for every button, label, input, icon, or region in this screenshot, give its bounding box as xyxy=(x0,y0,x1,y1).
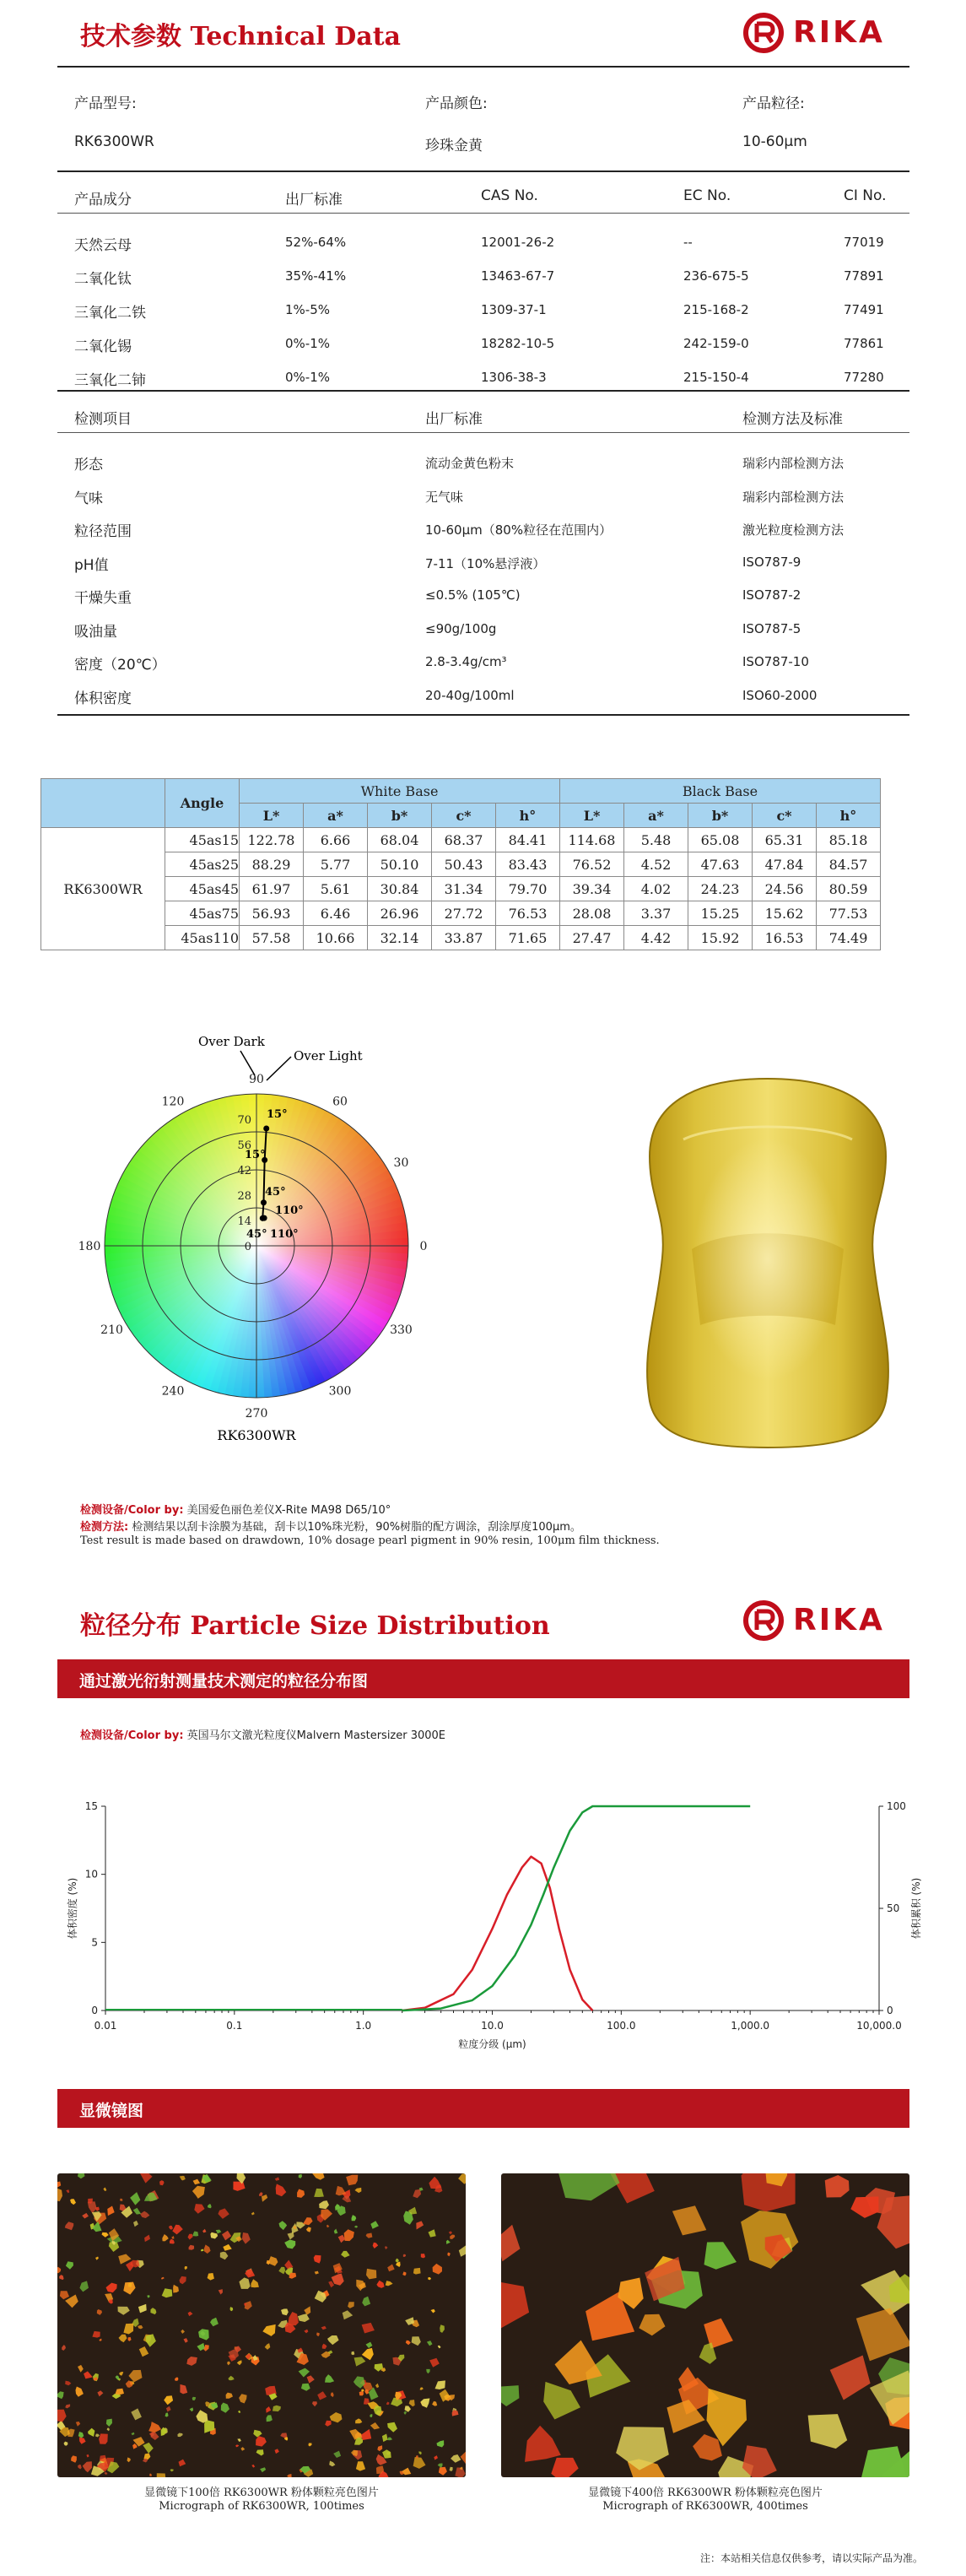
composition-cell: 77491 xyxy=(844,302,884,317)
y-tick-label: 15 xyxy=(84,1800,98,1812)
color-table-col-header: a* xyxy=(624,804,688,828)
composition-cell: 236-675-5 xyxy=(683,268,749,284)
composition-cell: 77019 xyxy=(844,235,884,250)
micro-bar-text: 显微镜图 xyxy=(79,2102,144,2120)
size-value: 10-60μm xyxy=(742,133,807,150)
divider xyxy=(57,170,909,172)
y2-tick-label: 0 xyxy=(887,2005,893,2016)
composition-cell: -- xyxy=(683,235,693,250)
value-cell: 5.77 xyxy=(304,852,368,877)
wheel-angle-label: 210 xyxy=(100,1323,123,1337)
value-cell: 76.52 xyxy=(560,852,624,877)
composition-cell: 215-150-4 xyxy=(683,370,749,385)
rika-logo-icon xyxy=(742,1599,785,1642)
psd-bar xyxy=(57,1659,909,1698)
x-axis-label: 粒度分级 (μm) xyxy=(458,2038,526,2050)
color-table-col-header: L* xyxy=(240,804,304,828)
composition-cell: 18282-10-5 xyxy=(481,336,555,351)
device-label: 检测设备/Color by: xyxy=(80,1504,184,1517)
test-cell: 20-40g/100ml xyxy=(425,687,515,703)
wheel-radial-label: 14 xyxy=(237,1215,251,1228)
composition-cell: 77861 xyxy=(844,336,884,351)
test-cell: 粒径范围 xyxy=(74,523,132,540)
composition-cell: 52%-64% xyxy=(285,235,347,250)
test-cell: pH值 xyxy=(74,556,109,574)
test-cell: 吸油量 xyxy=(74,623,117,641)
device-value: 美国爱色丽色差仪X-Rite MA98 D65/10° xyxy=(186,1504,391,1517)
wheel-angle-label: 300 xyxy=(328,1384,352,1399)
composition-cell: 35%-41% xyxy=(285,268,347,284)
x-tick-label: 10,000.0 xyxy=(856,2020,902,2032)
table-row xyxy=(41,926,881,950)
psd-bar-text: 通过激光衍射测量技术测定的粒径分布图 xyxy=(79,1672,369,1691)
value-cell: 24.56 xyxy=(753,877,817,901)
test-cell: 10-60μm（80%粒径在范围内） xyxy=(425,522,613,538)
wheel-radial-label: 0 xyxy=(244,1241,251,1253)
table-row xyxy=(41,852,881,877)
value-cell: 10.66 xyxy=(304,926,368,950)
wheel-angle-label: 30 xyxy=(393,1156,409,1170)
value-cell: 84.57 xyxy=(817,852,881,877)
value-cell: 77.53 xyxy=(817,901,881,926)
composition-cell: 1309-37-1 xyxy=(481,302,547,317)
angle-cell: 45as45 xyxy=(165,877,240,901)
composition-cell: 0%-1% xyxy=(285,370,331,385)
value-cell: 28.08 xyxy=(560,901,624,926)
micrograph-400x xyxy=(501,2173,909,2477)
wheel-radial-label: 42 xyxy=(237,1165,251,1177)
psd-device-note xyxy=(80,1726,445,1742)
angle-header: Angle xyxy=(165,779,240,828)
composition-cell: 215-168-2 xyxy=(683,302,749,317)
wheel-radial-label: 70 xyxy=(237,1114,251,1127)
wheel-angle-label: 60 xyxy=(332,1095,348,1109)
value-cell: 39.34 xyxy=(560,877,624,901)
composition-cell: 1%-5% xyxy=(285,302,331,317)
psd-chart xyxy=(0,1747,966,2051)
particle-flake xyxy=(359,2391,364,2395)
test-header: 检测项目 xyxy=(74,411,132,428)
divider xyxy=(57,66,909,68)
value-cell: 84.41 xyxy=(496,828,560,852)
color-table-col-header: L* xyxy=(560,804,624,828)
micrograph-100x-caption-en: Micrograph of RK6300WR, 100times xyxy=(159,2500,364,2513)
trajectory-label: 15° xyxy=(245,1149,266,1161)
cumulative-series-line xyxy=(402,1806,751,2010)
model-label: 产品型号: xyxy=(74,95,137,112)
value-cell: 79.70 xyxy=(496,877,560,901)
wheel-angle-label: 180 xyxy=(78,1240,101,1253)
wheel-angle-label: 270 xyxy=(245,1407,268,1421)
y-tick-label: 0 xyxy=(91,2005,98,2016)
color-table-col-header: b* xyxy=(688,804,753,828)
over-light-label: Over Light xyxy=(294,1048,363,1063)
color-table-col-header: c* xyxy=(432,804,496,828)
test-header: 检测方法及标准 xyxy=(742,411,843,428)
test-cell: 流动金黄色粉末 xyxy=(425,456,515,471)
trajectory-point xyxy=(262,1215,267,1221)
x-tick-label: 10.0 xyxy=(481,2020,504,2032)
angle-cell: 45as15 xyxy=(165,828,240,852)
value-cell: 122.78 xyxy=(240,828,304,852)
size-label: 产品粒径: xyxy=(742,95,805,112)
model-value: RK6300WR xyxy=(74,133,154,150)
value-cell: 3.37 xyxy=(624,901,688,926)
color-table-col-header: a* xyxy=(304,804,368,828)
value-cell: 15.92 xyxy=(688,926,753,950)
composition-cell: 三氧化二铁 xyxy=(74,305,146,322)
test-cell: 瑞彩内部检测方法 xyxy=(742,489,845,505)
test-cell: ≤0.5% (105℃) xyxy=(425,587,521,603)
particle-flake xyxy=(99,2433,108,2443)
x-tick-label: 0.1 xyxy=(226,2020,243,2032)
wheel-product-label: RK6300WR xyxy=(217,1427,296,1443)
divider xyxy=(57,714,909,716)
value-cell: 4.02 xyxy=(624,877,688,901)
angle-cell: 45as75 xyxy=(165,901,240,926)
micro-bar xyxy=(57,2089,909,2128)
value-cell: 27.72 xyxy=(432,901,496,926)
composition-cell: 13463-67-7 xyxy=(481,268,555,284)
tech-title: 技术参数 Technical Data xyxy=(80,22,401,51)
test-cell: 干燥失重 xyxy=(74,590,132,607)
value-cell: 27.47 xyxy=(560,926,624,950)
value-cell: 80.59 xyxy=(817,877,881,901)
composition-header: CAS No. xyxy=(481,187,538,204)
value-cell: 68.04 xyxy=(368,828,432,852)
value-cell: 4.52 xyxy=(624,852,688,877)
test-cell: ISO787-2 xyxy=(742,587,801,603)
density-series-line xyxy=(402,1857,593,2010)
value-cell: 50.43 xyxy=(432,852,496,877)
composition-cell: 77891 xyxy=(844,268,884,284)
test-cell: ISO787-10 xyxy=(742,654,809,669)
wheel-angle-label: 120 xyxy=(161,1095,185,1109)
over-dark-pointer xyxy=(240,1051,255,1075)
composition-cell: 0%-1% xyxy=(285,336,331,351)
white-base-header: White Base xyxy=(240,779,560,804)
particle-flake xyxy=(413,2268,421,2275)
value-cell: 65.08 xyxy=(688,828,753,852)
y2-tick-label: 100 xyxy=(887,1800,906,1812)
test-cell: ISO60-2000 xyxy=(742,687,818,703)
value-cell: 5.48 xyxy=(624,828,688,852)
wheel-angle-label: 90 xyxy=(249,1073,264,1086)
value-cell: 50.10 xyxy=(368,852,432,877)
composition-header: EC No. xyxy=(683,187,731,204)
table-row xyxy=(41,901,881,926)
test-cell: 2.8-3.4g/cm³ xyxy=(425,654,507,669)
table-row xyxy=(41,828,881,852)
psd-title: 粒径分布 Particle Size Distribution xyxy=(80,1611,550,1641)
value-cell: 68.37 xyxy=(432,828,496,852)
micrograph-400x-caption-en: Micrograph of RK6300WR, 400times xyxy=(602,2500,808,2513)
wheel-angle-label: 240 xyxy=(161,1384,185,1399)
value-cell: 4.42 xyxy=(624,926,688,950)
value-cell: 24.23 xyxy=(688,877,753,901)
value-cell: 6.46 xyxy=(304,901,368,926)
particle-flake xyxy=(157,2473,166,2477)
logo-text: RIKA xyxy=(793,15,885,50)
divider xyxy=(57,432,909,433)
trajectory-label: 45° xyxy=(246,1228,267,1241)
x-tick-label: 100.0 xyxy=(607,2020,636,2032)
method-note xyxy=(80,1518,581,1534)
test-cell: ≤90g/100g xyxy=(425,620,497,636)
test-cell: 形态 xyxy=(74,457,103,474)
value-cell: 76.53 xyxy=(496,901,560,926)
car-sample-image xyxy=(633,1072,903,1452)
table-row xyxy=(41,877,881,901)
test-cell: 密度（20℃） xyxy=(74,657,166,674)
value-cell: 15.25 xyxy=(688,901,753,926)
value-cell: 33.87 xyxy=(432,926,496,950)
divider xyxy=(57,390,909,392)
color-label: 产品颜色: xyxy=(425,95,488,112)
english-note: Test result is made based on drawdown, 10% dosage pearl pigment in 90% resin, 100μm film thickness. xyxy=(80,1534,660,1547)
x-tick-label: 1.0 xyxy=(355,2020,372,2032)
rika-logo xyxy=(742,1599,911,1642)
value-cell: 5.61 xyxy=(304,877,368,901)
wheel-radial-label: 28 xyxy=(237,1190,251,1203)
y2-axis-label: 体积累积 (%) xyxy=(910,1877,922,1940)
device-note xyxy=(80,1501,391,1517)
value-cell: 26.96 xyxy=(368,901,432,926)
rika-logo-icon xyxy=(742,12,785,54)
black-base-header: Black Base xyxy=(560,779,881,804)
trajectory-label: 110° xyxy=(270,1228,299,1241)
method-label: 检测方法: xyxy=(80,1521,129,1534)
composition-cell: 天然云母 xyxy=(74,237,132,254)
composition-cell: 12001-26-2 xyxy=(481,235,555,250)
color-wheel-chart xyxy=(51,1013,523,1486)
value-cell: 56.93 xyxy=(240,901,304,926)
micrograph-100x xyxy=(57,2173,466,2477)
test-cell: 7-11（10%悬浮液） xyxy=(425,555,546,571)
value-cell: 74.49 xyxy=(817,926,881,950)
trajectory-point xyxy=(261,1199,267,1205)
wheel-radial-label: 56 xyxy=(237,1139,251,1152)
value-cell: 71.65 xyxy=(496,926,560,950)
psd-device-label: 检测设备/Color by: xyxy=(80,1729,184,1742)
footer-note: 注：本站相关信息仅供参考，请以实际产品为准。 xyxy=(700,2552,924,2564)
x-tick-label: 0.01 xyxy=(94,2020,117,2032)
color-table-col-header: h° xyxy=(817,804,881,828)
value-cell: 83.43 xyxy=(496,852,560,877)
divider xyxy=(57,213,909,214)
method-value: 检测结果以刮卡涂膜为基础，刮卡以10%珠光粉，90%树脂的配方调涂，刮涂厚度100μm。 xyxy=(132,1521,581,1534)
value-cell: 47.63 xyxy=(688,852,753,877)
y-tick-label: 10 xyxy=(84,1868,98,1881)
trajectory-label: 45° xyxy=(265,1186,286,1199)
x-tick-label: 1,000.0 xyxy=(731,2020,770,2032)
micrograph-100x-caption-cn: 显微镜下100倍 RK6300WR 粉体颗粒亮色图片 xyxy=(144,2487,379,2499)
y2-tick-label: 50 xyxy=(887,1902,900,1914)
angle-cell: 45as25 xyxy=(165,852,240,877)
over-light-pointer xyxy=(267,1057,291,1080)
wheel-angle-label: 330 xyxy=(390,1323,413,1337)
y-axis-label: 体积密度 (%) xyxy=(67,1877,78,1940)
value-cell: 65.31 xyxy=(753,828,817,852)
value-cell: 15.62 xyxy=(753,901,817,926)
test-cell: 无气味 xyxy=(425,489,464,505)
color-value: 珍珠金黄 xyxy=(425,138,483,154)
composition-header: 产品成分 xyxy=(74,192,132,208)
test-cell: ISO787-5 xyxy=(742,620,801,636)
value-cell: 32.14 xyxy=(368,926,432,950)
trajectory-label: 15° xyxy=(267,1108,288,1121)
value-cell: 6.66 xyxy=(304,828,368,852)
test-cell: 瑞彩内部检测方法 xyxy=(742,456,845,471)
wheel-angle-label: 0 xyxy=(419,1240,428,1253)
composition-cell: 三氧化二铈 xyxy=(74,372,146,389)
composition-cell: 77280 xyxy=(844,370,884,385)
rika-logo xyxy=(742,12,911,54)
tech-header xyxy=(0,12,966,54)
product-cell: RK6300WR xyxy=(41,828,165,950)
color-table xyxy=(40,778,881,950)
test-cell: 激光粒度检测方法 xyxy=(742,522,845,538)
y-tick-label: 5 xyxy=(91,1936,98,1949)
composition-cell: 二氧化钛 xyxy=(74,271,132,288)
value-cell: 88.29 xyxy=(240,852,304,877)
test-cell: 气味 xyxy=(74,490,103,507)
psd-device-value: 英国马尔文激光粒度仪Malvern Mastersizer 3000E xyxy=(186,1729,446,1742)
trajectory-point xyxy=(263,1126,269,1132)
value-cell: 114.68 xyxy=(560,828,624,852)
composition-header: CI No. xyxy=(844,187,887,204)
logo-text: RIKA xyxy=(793,1603,885,1637)
color-table-col-header: b* xyxy=(368,804,432,828)
value-cell: 31.34 xyxy=(432,877,496,901)
test-cell: ISO787-9 xyxy=(742,554,801,570)
value-cell: 47.84 xyxy=(753,852,817,877)
over-dark-label: Over Dark xyxy=(198,1034,265,1049)
micrograph-400x-caption-cn: 显微镜下400倍 RK6300WR 粉体颗粒亮色图片 xyxy=(588,2487,823,2499)
test-header: 出厂标准 xyxy=(425,411,483,428)
composition-cell: 1306-38-3 xyxy=(481,370,547,385)
color-table-col-header: h° xyxy=(496,804,560,828)
composition-cell: 242-159-0 xyxy=(683,336,749,351)
angle-cell: 45as110 xyxy=(165,926,240,950)
value-cell: 85.18 xyxy=(817,828,881,852)
color-table-col-header: c* xyxy=(753,804,817,828)
psd-header xyxy=(0,1599,966,1642)
trajectory-label: 110° xyxy=(275,1204,304,1217)
composition-cell: 二氧化锡 xyxy=(74,338,132,355)
value-cell: 16.53 xyxy=(753,926,817,950)
value-cell: 57.58 xyxy=(240,926,304,950)
value-cell: 61.97 xyxy=(240,877,304,901)
composition-header: 出厂标准 xyxy=(285,192,343,208)
test-cell: 体积密度 xyxy=(74,690,132,707)
value-cell: 30.84 xyxy=(368,877,432,901)
